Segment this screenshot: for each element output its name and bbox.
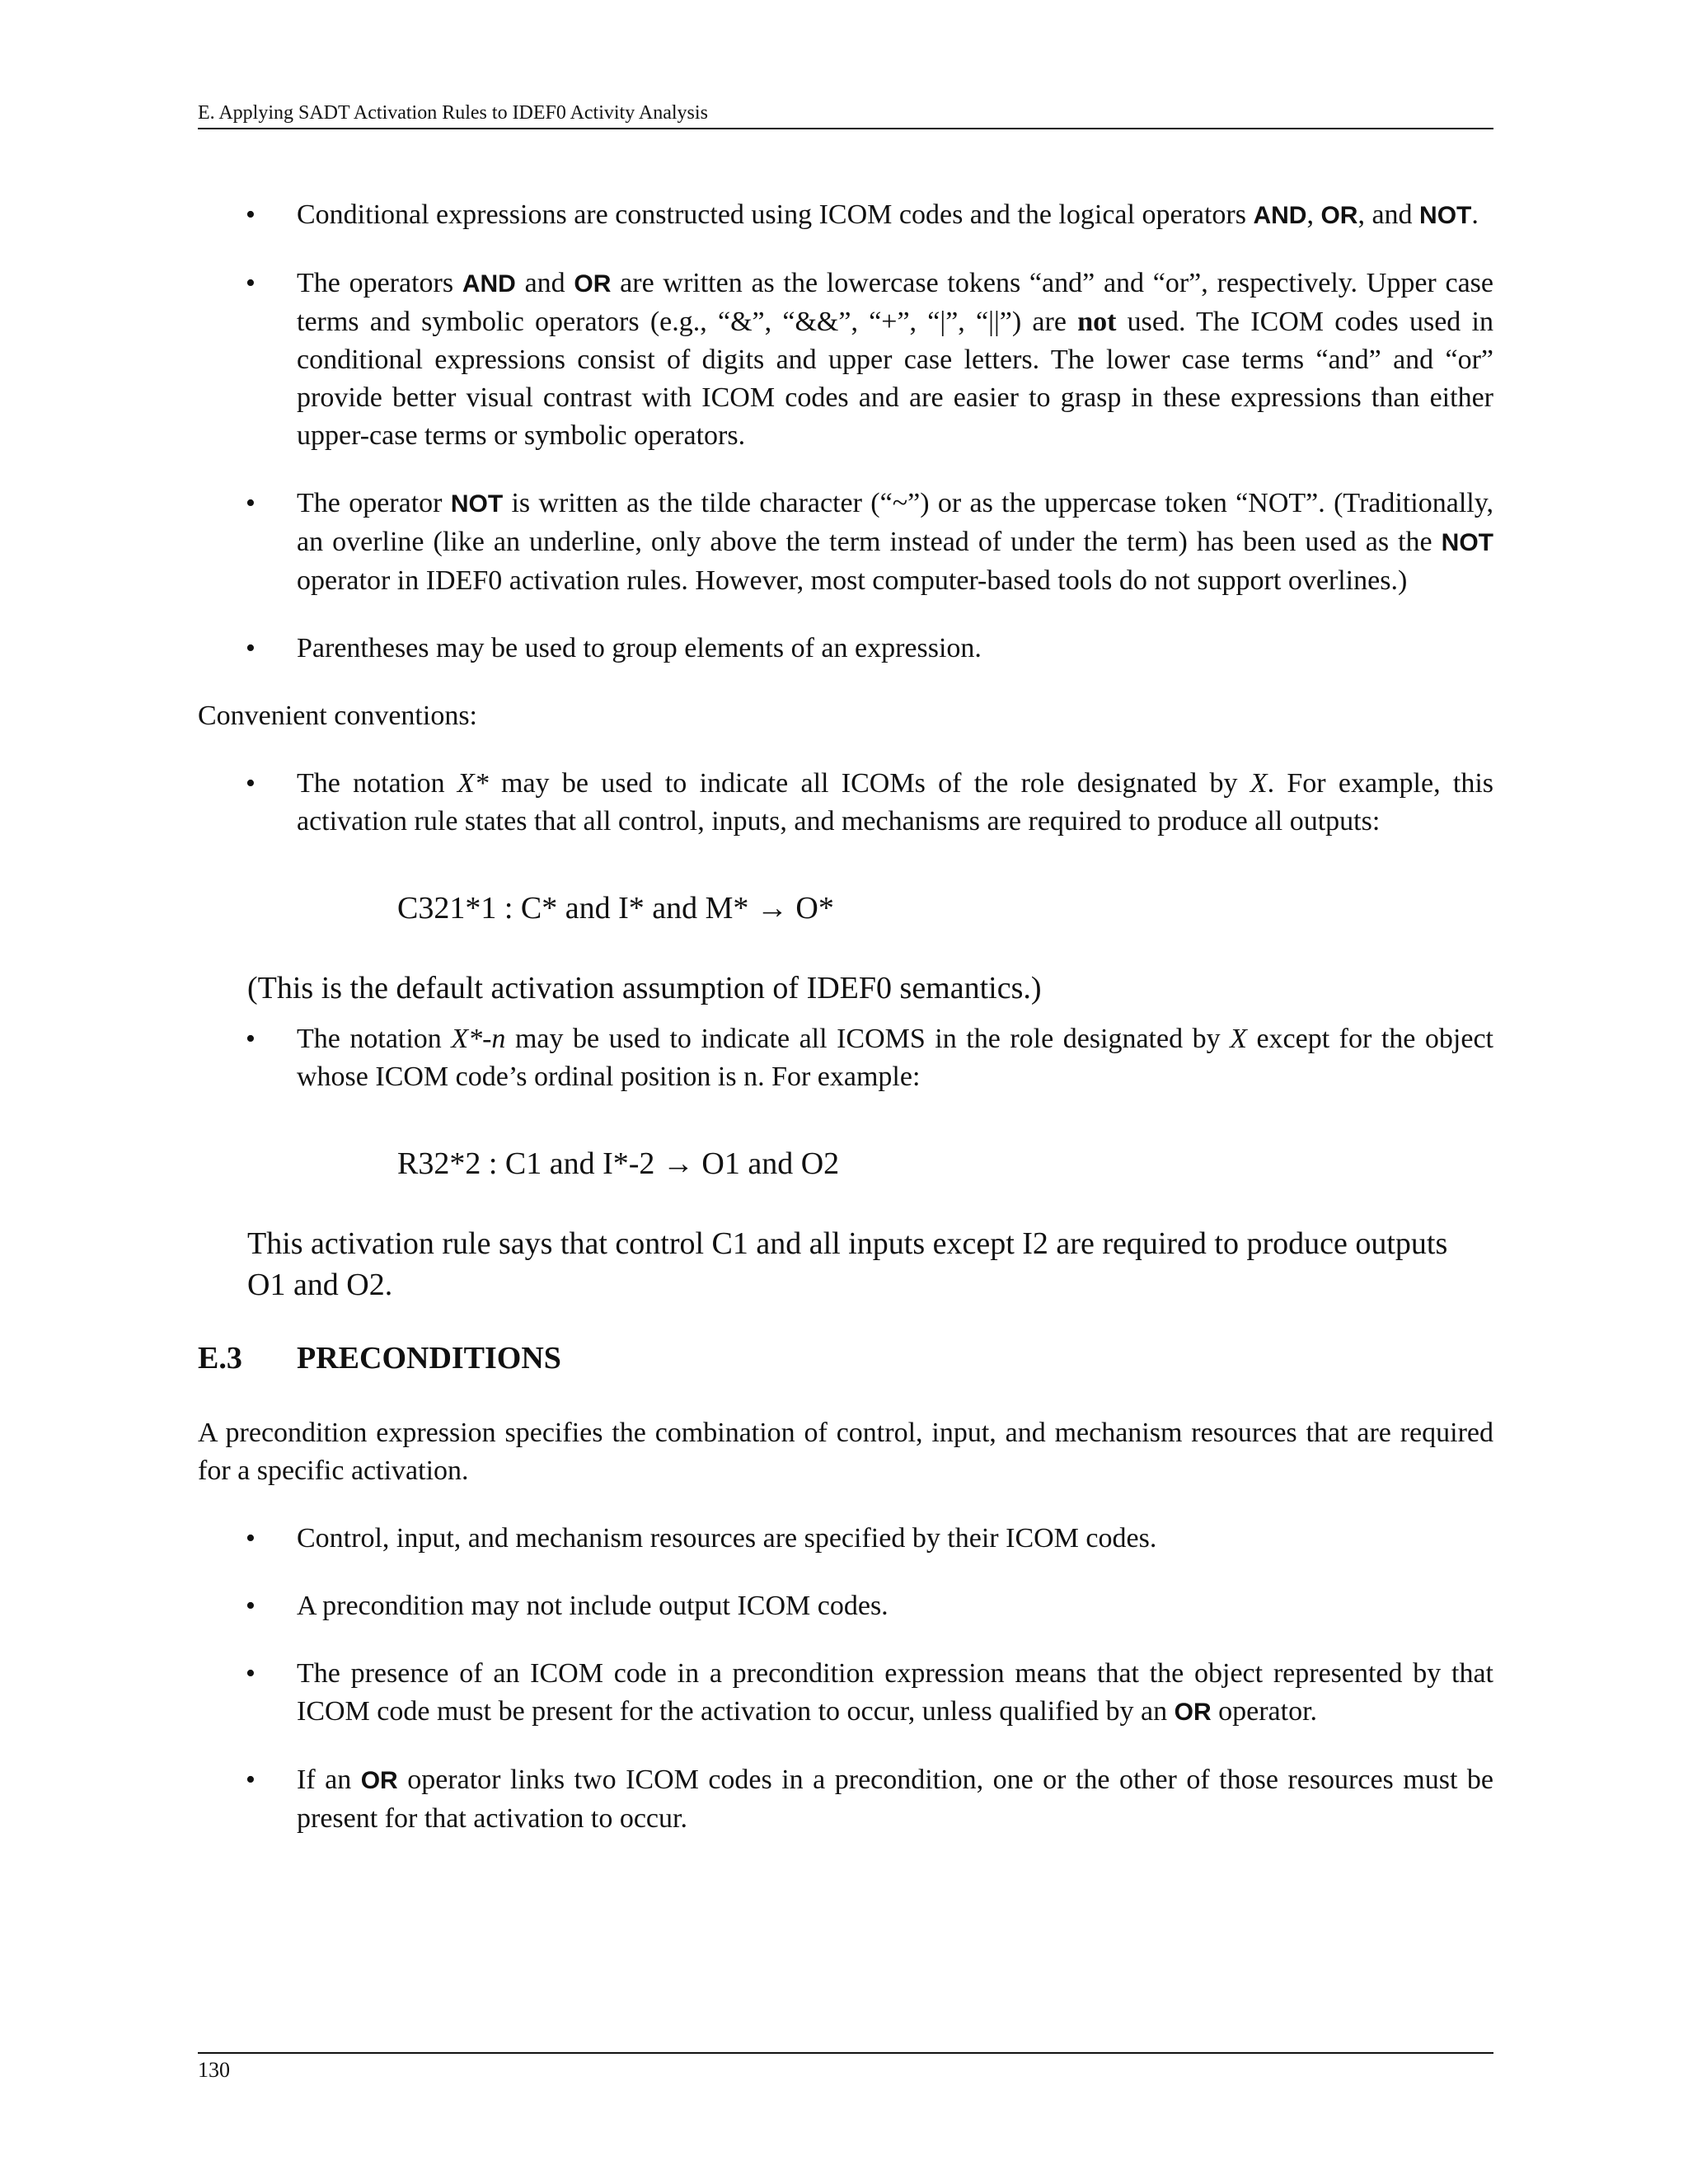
notation-x-star: X* — [457, 768, 489, 799]
bullet-icon: • — [246, 1024, 256, 1054]
section-number: E.3 — [198, 1341, 242, 1376]
operator-not: NOT — [1419, 202, 1472, 229]
bullet-icon: • — [246, 1765, 256, 1795]
page-body — [198, 196, 1493, 1868]
bullet-resources-by-icom: • Control, input, and mechanism resources are specified by their ICOM codes. — [198, 1520, 1493, 1558]
bullet-icon: • — [246, 1523, 256, 1554]
formula-exception-rule: R32*2 : C1 and I*-2 → O1 and O2 — [397, 1146, 840, 1181]
bullet-icon: • — [246, 1591, 256, 1621]
bullet-icon: • — [246, 268, 256, 298]
operator-or: OR — [1320, 202, 1358, 229]
conventions-label: Convenient conventions: — [198, 701, 478, 731]
default-assumption-note: (This is the default activation assumption of IDEF0 semantics.) — [247, 971, 1042, 1005]
page-number: 130 — [198, 2058, 230, 2082]
bullet-icon: • — [246, 488, 256, 518]
rule-explanation: This activation rule says that control C1 and all inputs except I2 are required to produce outputs O1 and O2. — [247, 1226, 1448, 1302]
header-rule — [198, 128, 1493, 129]
running-head: E. Applying SADT Activation Rules to IDEF0 Activity Analysis — [198, 102, 708, 124]
notation-x-star-n: X*-n — [451, 1024, 506, 1054]
bullet-conditional-expressions: • Conditional expressions are constructed using ICOM codes and the logical operators AND, OR, and NOT. — [198, 196, 1493, 235]
operator-not: NOT — [1441, 529, 1493, 556]
bullet-not-operator: • The operator NOT is written as the tilde character (“~”) or as the uppercase token “NOT”. (Traditionally, an overline (like an underline, only above the term instead of under the term) has been used as the NOT operator in IDEF0 activation rules. However, most computer-based tools do not support overlines.) — [198, 485, 1493, 600]
notation-x: X — [1250, 768, 1268, 799]
section-title: PRECONDITIONS — [297, 1341, 561, 1376]
bullet-parentheses: • Parentheses may be used to group elements of an expression. — [198, 630, 1493, 668]
operator-or: OR — [360, 1767, 398, 1794]
operator-and: AND — [462, 270, 516, 298]
bullet-lowercase-operators: • The operators AND and OR are written as the lowercase tokens “and” and “or”, respectively. Upper case terms and symbolic operators (e.g., “&”, “&&”, “+”, “|”, “||”) are not used. The ICOM codes used in conditional expressions consist of digits and upper case letters. The lower case terms “and” and “or” provide better visual contrast with ICOM codes and are easier to grasp in these expressions than either upper-case terms or symbolic operators. — [198, 265, 1493, 455]
notation-x: X — [1230, 1024, 1247, 1054]
formula-default-rule: C321*1 : C* and I* and M* → O* — [397, 891, 834, 926]
emphasis-not: not — [1077, 307, 1117, 337]
bullet-icon: • — [246, 633, 256, 663]
operator-not: NOT — [450, 490, 504, 518]
operator-or: OR — [574, 270, 612, 298]
bullet-x-star-n-notation: • The notation X*-n may be used to indicate all ICOMS in the role designated by X except for the object whose ICOM code’s ordinal position is n. For example: — [198, 1020, 1493, 1096]
operator-or: OR — [1174, 1699, 1212, 1726]
bullet-icon: • — [246, 1658, 256, 1689]
bullet-or-links-codes: • If an OR operator links two ICOM codes in a precondition, one or the other of those resources must be present for that activation to occur. — [198, 1761, 1493, 1838]
operator-and: AND — [1253, 202, 1307, 229]
bullet-x-star-notation: • The notation X* may be used to indicate all ICOMs of the role designated by X. For example, this activation rule states that all control, inputs, and mechanisms are required to produce all outputs: — [198, 765, 1493, 841]
section-heading — [198, 1338, 1493, 1378]
footer-rule — [198, 2052, 1493, 2054]
section-intro: A precondition expression specifies the combination of control, input, and mechanism resources that are required for a specific activation. — [198, 1418, 1493, 1486]
bullet-icon: • — [246, 768, 256, 799]
bullet-icon: • — [246, 199, 256, 230]
bullet-no-output-codes: • A precondition may not include output ICOM codes. — [198, 1587, 1493, 1625]
bullet-presence-of-icom: • The presence of an ICOM code in a precondition expression means that the object represented by that ICOM code must be present for the activation to occur, unless qualified by an OR operator. — [198, 1655, 1493, 1732]
